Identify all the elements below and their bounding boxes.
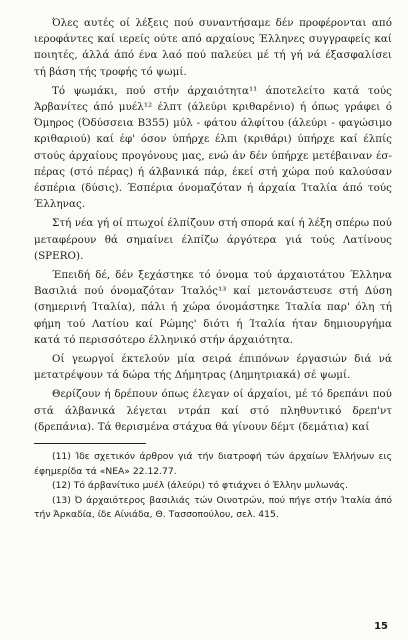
footnote-divider — [34, 443, 146, 444]
footnote-11: (11) Ίδε σχετικόν άρθρον γιά τήν διατροφή τών άρχαίων Έλλήνων εις έφημερίδα τά «ΝΕΑ» 22.12.77. — [34, 451, 392, 477]
paragraph-4: Έπειδή δέ, δέν ξεχάστηκε τό όνομα τού άρχαιοτάτου Έλληνα Βασιλιά πού όνομαζόταν Ίταλός¹³ καί μετονάστευσε στή Δύση (σημερινή Ίταλία), πάλι ή χώρα όνομάστηκε Ίταλία παρ' όλη τή φήμη τού Λατίου καί Ρώμης' διότι ή Ίταλία ήταν δημιουργήμα κατά τό περισσότερο έλληνικό στήν άρχαιότητα. — [34, 269, 392, 346]
footnotes — [34, 450, 392, 523]
footnote-12: (12) Τό άρβανίτικο μυέλ (άλεύρι) τό φτιάχνει ό Έλλην μυλωνάς. — [52, 480, 349, 492]
page-number: 15 — [374, 621, 388, 632]
paragraph-5: Οί γεωργοί έκτελούν μία σειρά έπιπόνων έργασιών διά νά μετατρέψουν τά δώρα τής Δήμητρας (Δημητριακά) σέ ψωμί. — [34, 353, 392, 382]
paragraph-1: Όλες αυτές οί λέξεις πού συναντήσαμε δέν προφέρονται από ιεροφάντες καί ιερείς ούτε από αρχαίους Έλληνες συγγραφείς καί ποιητές, άλλά άπό ένα λαό πού παλεύει μέ τή γή νά έξασφαλίσει τή βάση τής τροφής τό ψωμί. — [34, 17, 392, 78]
footnote-13: (13) Ό άρχαιότερος βασιλιάς τών Οινοτρών, πού πήγε στήν Ίταλία άπό τήν Άρκαδία, ίδε Αίνιάδα, Θ. Τασσοπούλου, σελ. 415. — [34, 494, 392, 521]
paragraph-2: Τό ψωμάκι, πού στήν άρχαιότητα¹¹ άποτελείτο κατά τούς Άρβανίτες άπό μυέλ¹² έλπτ (άλεύρι κριθαρένιο) ή όπως γράφει ό Όμηρος (Όδύσσεια B355) μύλ - φάτου άλφίτου (άλεύρι - φαγώσιμο κριθαριού) καί έφ' όσον ύπήρχε έλπι (κριθάρι) ύπήρχε καί έλπίς στούς άρχαίους προγόνους μας, ενώ άν δέν ύπήρχε μετέβαιναν έσ-πέρας (στό πέρας) ή άλβανικά πάρ, έκεί στή χώρα πού καλούσαν έσπέρια (δύσις). Έσπέρια όνομαζόταν ή άρχαία Ίταλία άπό τούς Έλληνας. — [34, 84, 392, 211]
paragraph-3: Στή νέα γή οί πτωχοί έλπίζουν στή σπορά καί ή λέξη σπέρω πού μεταφέρουν θά σημαίνει έλπίζω άργότερα γιά τούς Λατίνους (SPERO). — [34, 217, 392, 262]
body-text — [34, 15, 392, 435]
paragraph-6: Θερίζουν ή δρέπουν όπως έλεγαν οί άρχαίοι, μέ τό δρεπάνι πού στά άλβανικά λέγεται ντράπ καί στό πληθυντικό δρεπ'ντ (δρεπάνια). Τά θερισμένα στάχυα θά γίνουν δέμτ (δεμάτια) καί — [34, 388, 392, 433]
